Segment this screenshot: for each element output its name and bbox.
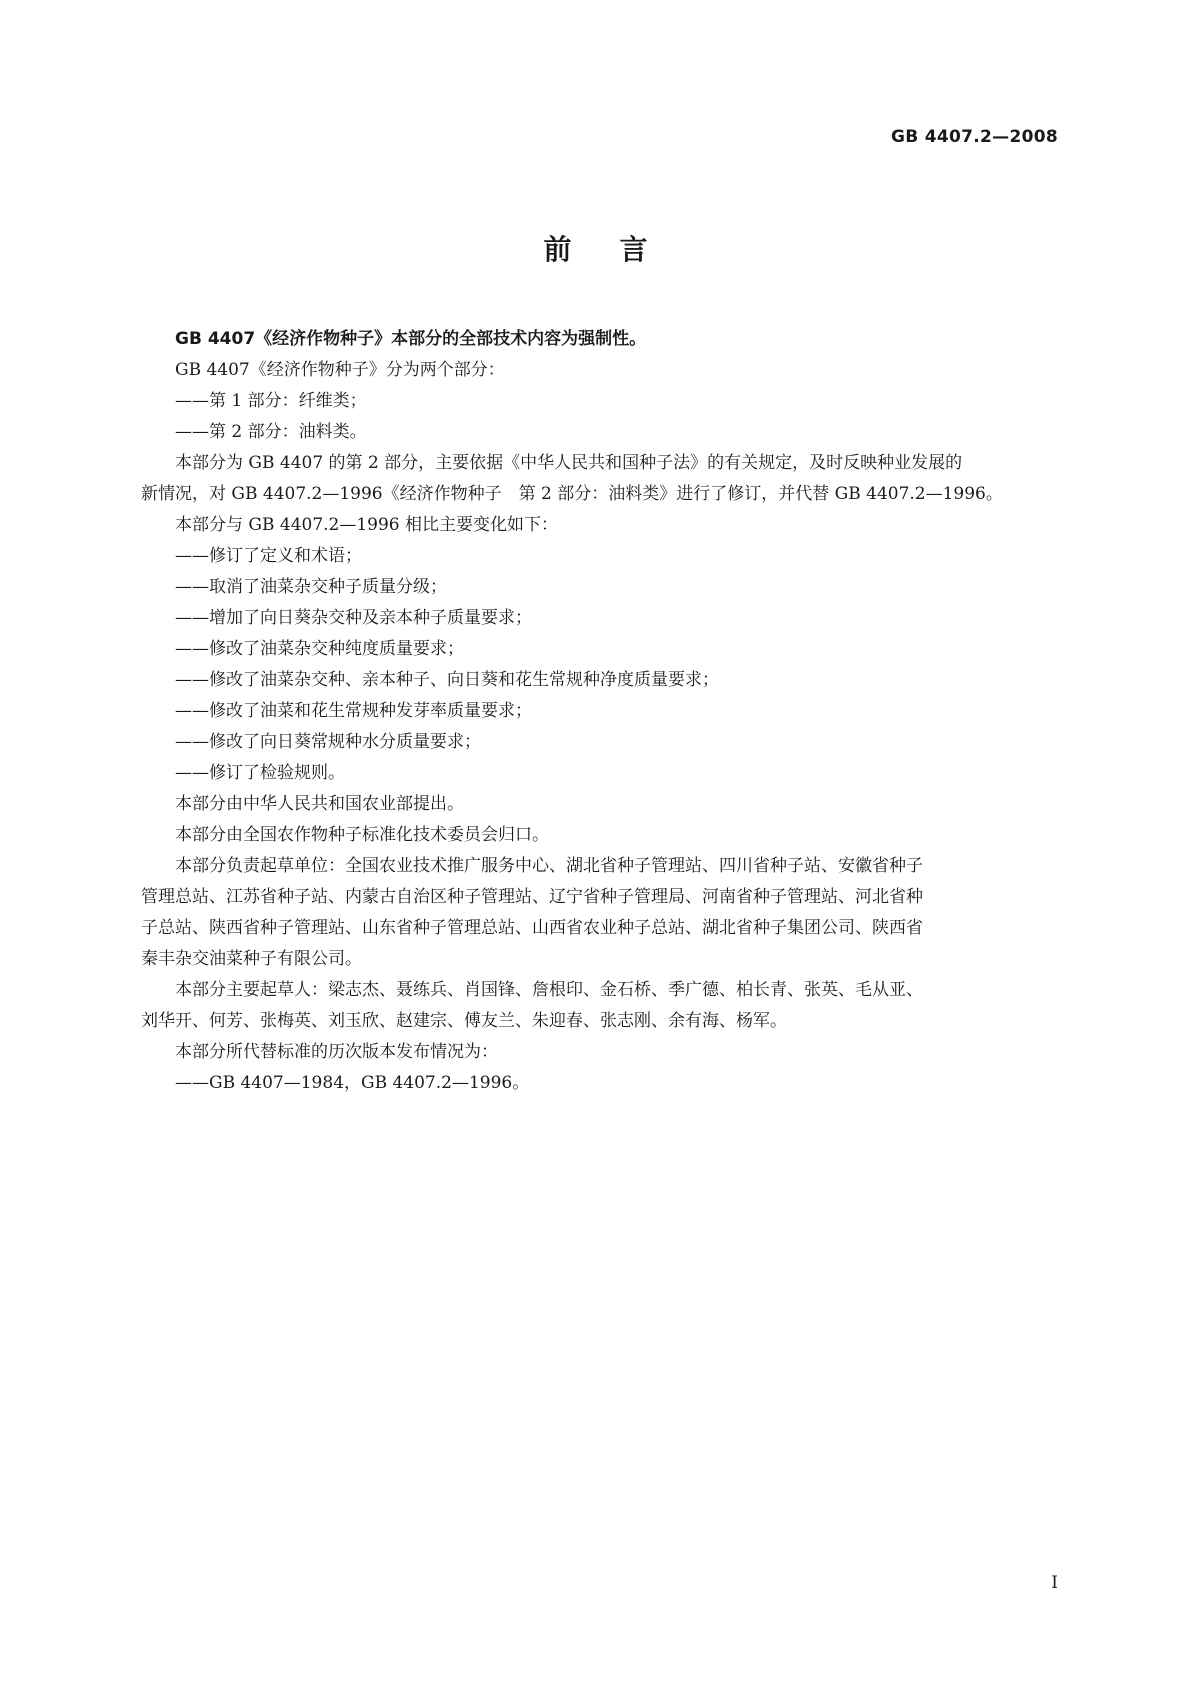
- paragraph-line: 本部分负责起草单位：全国农业技术推广服务中心、湖北省种子管理站、四川省种子站、安徽省种子: [175, 856, 923, 876]
- foreword-body: [141, 324, 1060, 1099]
- change-list-item: ——修订了定义和术语；: [175, 546, 362, 566]
- paragraph-line: 本部分主要起草人：梁志杰、聂练兵、肖国锋、詹根印、金石桥、季广德、柏长青、张英、毛从亚、: [175, 980, 923, 1000]
- change-list-item: ——修改了油菜杂交种纯度质量要求；: [175, 639, 464, 659]
- change-list-item: ——修改了向日葵常规种水分质量要求；: [175, 732, 481, 752]
- paragraph-line: 管理总站、江苏省种子站、内蒙古自治区种子管理站、辽宁省种子管理局、河南省种子管理站、河北省种: [141, 887, 923, 907]
- change-list-item: ——修订了检验规则。: [175, 763, 345, 783]
- paragraph-line: 本部分为 GB 4407 的第 2 部分，主要依据《中华人民共和国种子法》的有关规定，及时反映种业发展的: [175, 453, 963, 473]
- revision-paragraph: [141, 448, 1060, 510]
- previous-editions-intro: 本部分所代替标准的历次版本发布情况为：: [175, 1042, 498, 1062]
- page-number: I: [1051, 1573, 1058, 1593]
- parts-intro: GB 4407《经济作物种子》分为两个部分：: [175, 360, 505, 380]
- change-list-item: ——修改了油菜杂交种、亲本种子、向日葵和花生常规种净度质量要求；: [175, 670, 719, 690]
- standard-number: GB 4407.2—2008: [891, 127, 1058, 147]
- mandatory-statement: GB 4407《经济作物种子》本部分的全部技术内容为强制性。: [175, 329, 647, 349]
- change-list-item: ——增加了向日葵杂交种及亲本种子质量要求；: [175, 608, 532, 628]
- changes-intro: 本部分与 GB 4407.2—1996 相比主要变化如下：: [175, 515, 559, 535]
- change-list-item: ——修改了油菜和花生常规种发芽率质量要求；: [175, 701, 532, 721]
- drafting-units-paragraph: [141, 851, 1060, 975]
- proposer-statement: 本部分由中华人民共和国农业部提出。: [175, 794, 464, 814]
- drafters-paragraph: [141, 975, 1060, 1037]
- paragraph-line: 刘华开、何芳、张梅英、刘玉欣、赵建宗、傅友兰、朱迎春、张志刚、余有海、杨军。: [141, 1011, 787, 1031]
- part-list-item: ——第 1 部分：纤维类；: [175, 391, 367, 411]
- page-title: 前言: [543, 233, 696, 266]
- committee-statement: 本部分由全国农作物种子标准化技术委员会归口。: [175, 825, 549, 845]
- change-list-item: ——取消了油菜杂交种子质量分级；: [175, 577, 447, 597]
- previous-editions-item: ——GB 4407—1984，GB 4407.2—1996。: [175, 1073, 530, 1093]
- part-list-item: ——第 2 部分：油料类。: [175, 422, 367, 442]
- paragraph-line: 秦丰杂交油菜种子有限公司。: [141, 949, 362, 969]
- paragraph-line: 新情况，对 GB 4407.2—1996《经济作物种子 第 2 部分：油料类》进行了修订，并代替 GB 4407.2—1996。: [141, 484, 1003, 504]
- paragraph-line: 子总站、陕西省种子管理站、山东省种子管理总站、山西省农业种子总站、湖北省种子集团公司、陕西省: [141, 918, 923, 938]
